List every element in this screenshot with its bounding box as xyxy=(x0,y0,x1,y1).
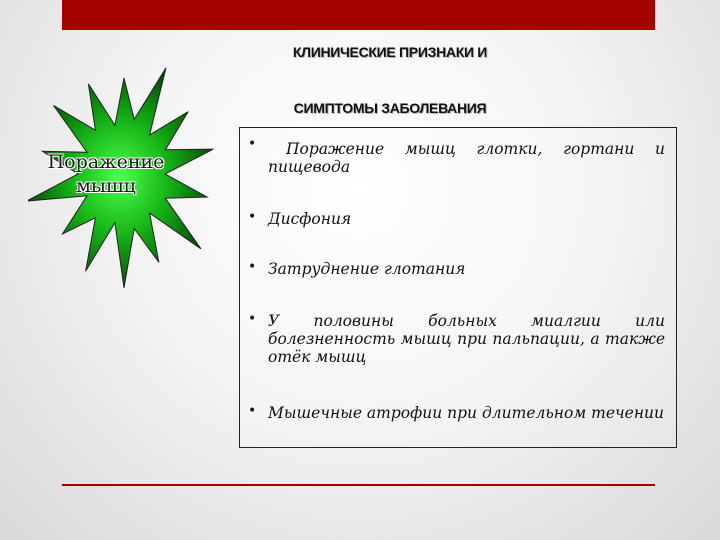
starburst-label xyxy=(28,150,184,198)
bullet-marker: • xyxy=(248,259,257,275)
bullet-item-swallowing: Затруднение глотания xyxy=(268,260,466,278)
bullet-marker: • xyxy=(248,136,257,152)
slide-title-line-1: КЛИНИЧЕСКИЕ ПРИЗНАКИ И xyxy=(292,44,488,60)
top-accent-bar xyxy=(62,0,655,30)
bullet-item-pharynx: Поражение мышц глотки, гортани и пищевода xyxy=(268,140,665,176)
starburst-label-line-2: мышц xyxy=(76,175,136,197)
bottom-accent-rule xyxy=(62,484,655,486)
bullet-marker: • xyxy=(248,403,257,419)
bullet-item-dysphonia: Дисфония xyxy=(268,210,352,228)
slide-title-line-2: СИМПТОМЫ ЗАБОЛЕВАНИЯ xyxy=(293,100,487,116)
bullet-item-atrophy: Мышечные атрофии при длительном течении xyxy=(268,404,664,422)
bullet-marker: • xyxy=(248,311,257,327)
bullet-marker: • xyxy=(248,209,257,225)
starburst-label-line-1: Поражение xyxy=(47,151,165,173)
bullet-item-myalgia: У половины больных миалгии или болезненность мышц при пальпации, а также отёк мышц xyxy=(268,312,665,366)
